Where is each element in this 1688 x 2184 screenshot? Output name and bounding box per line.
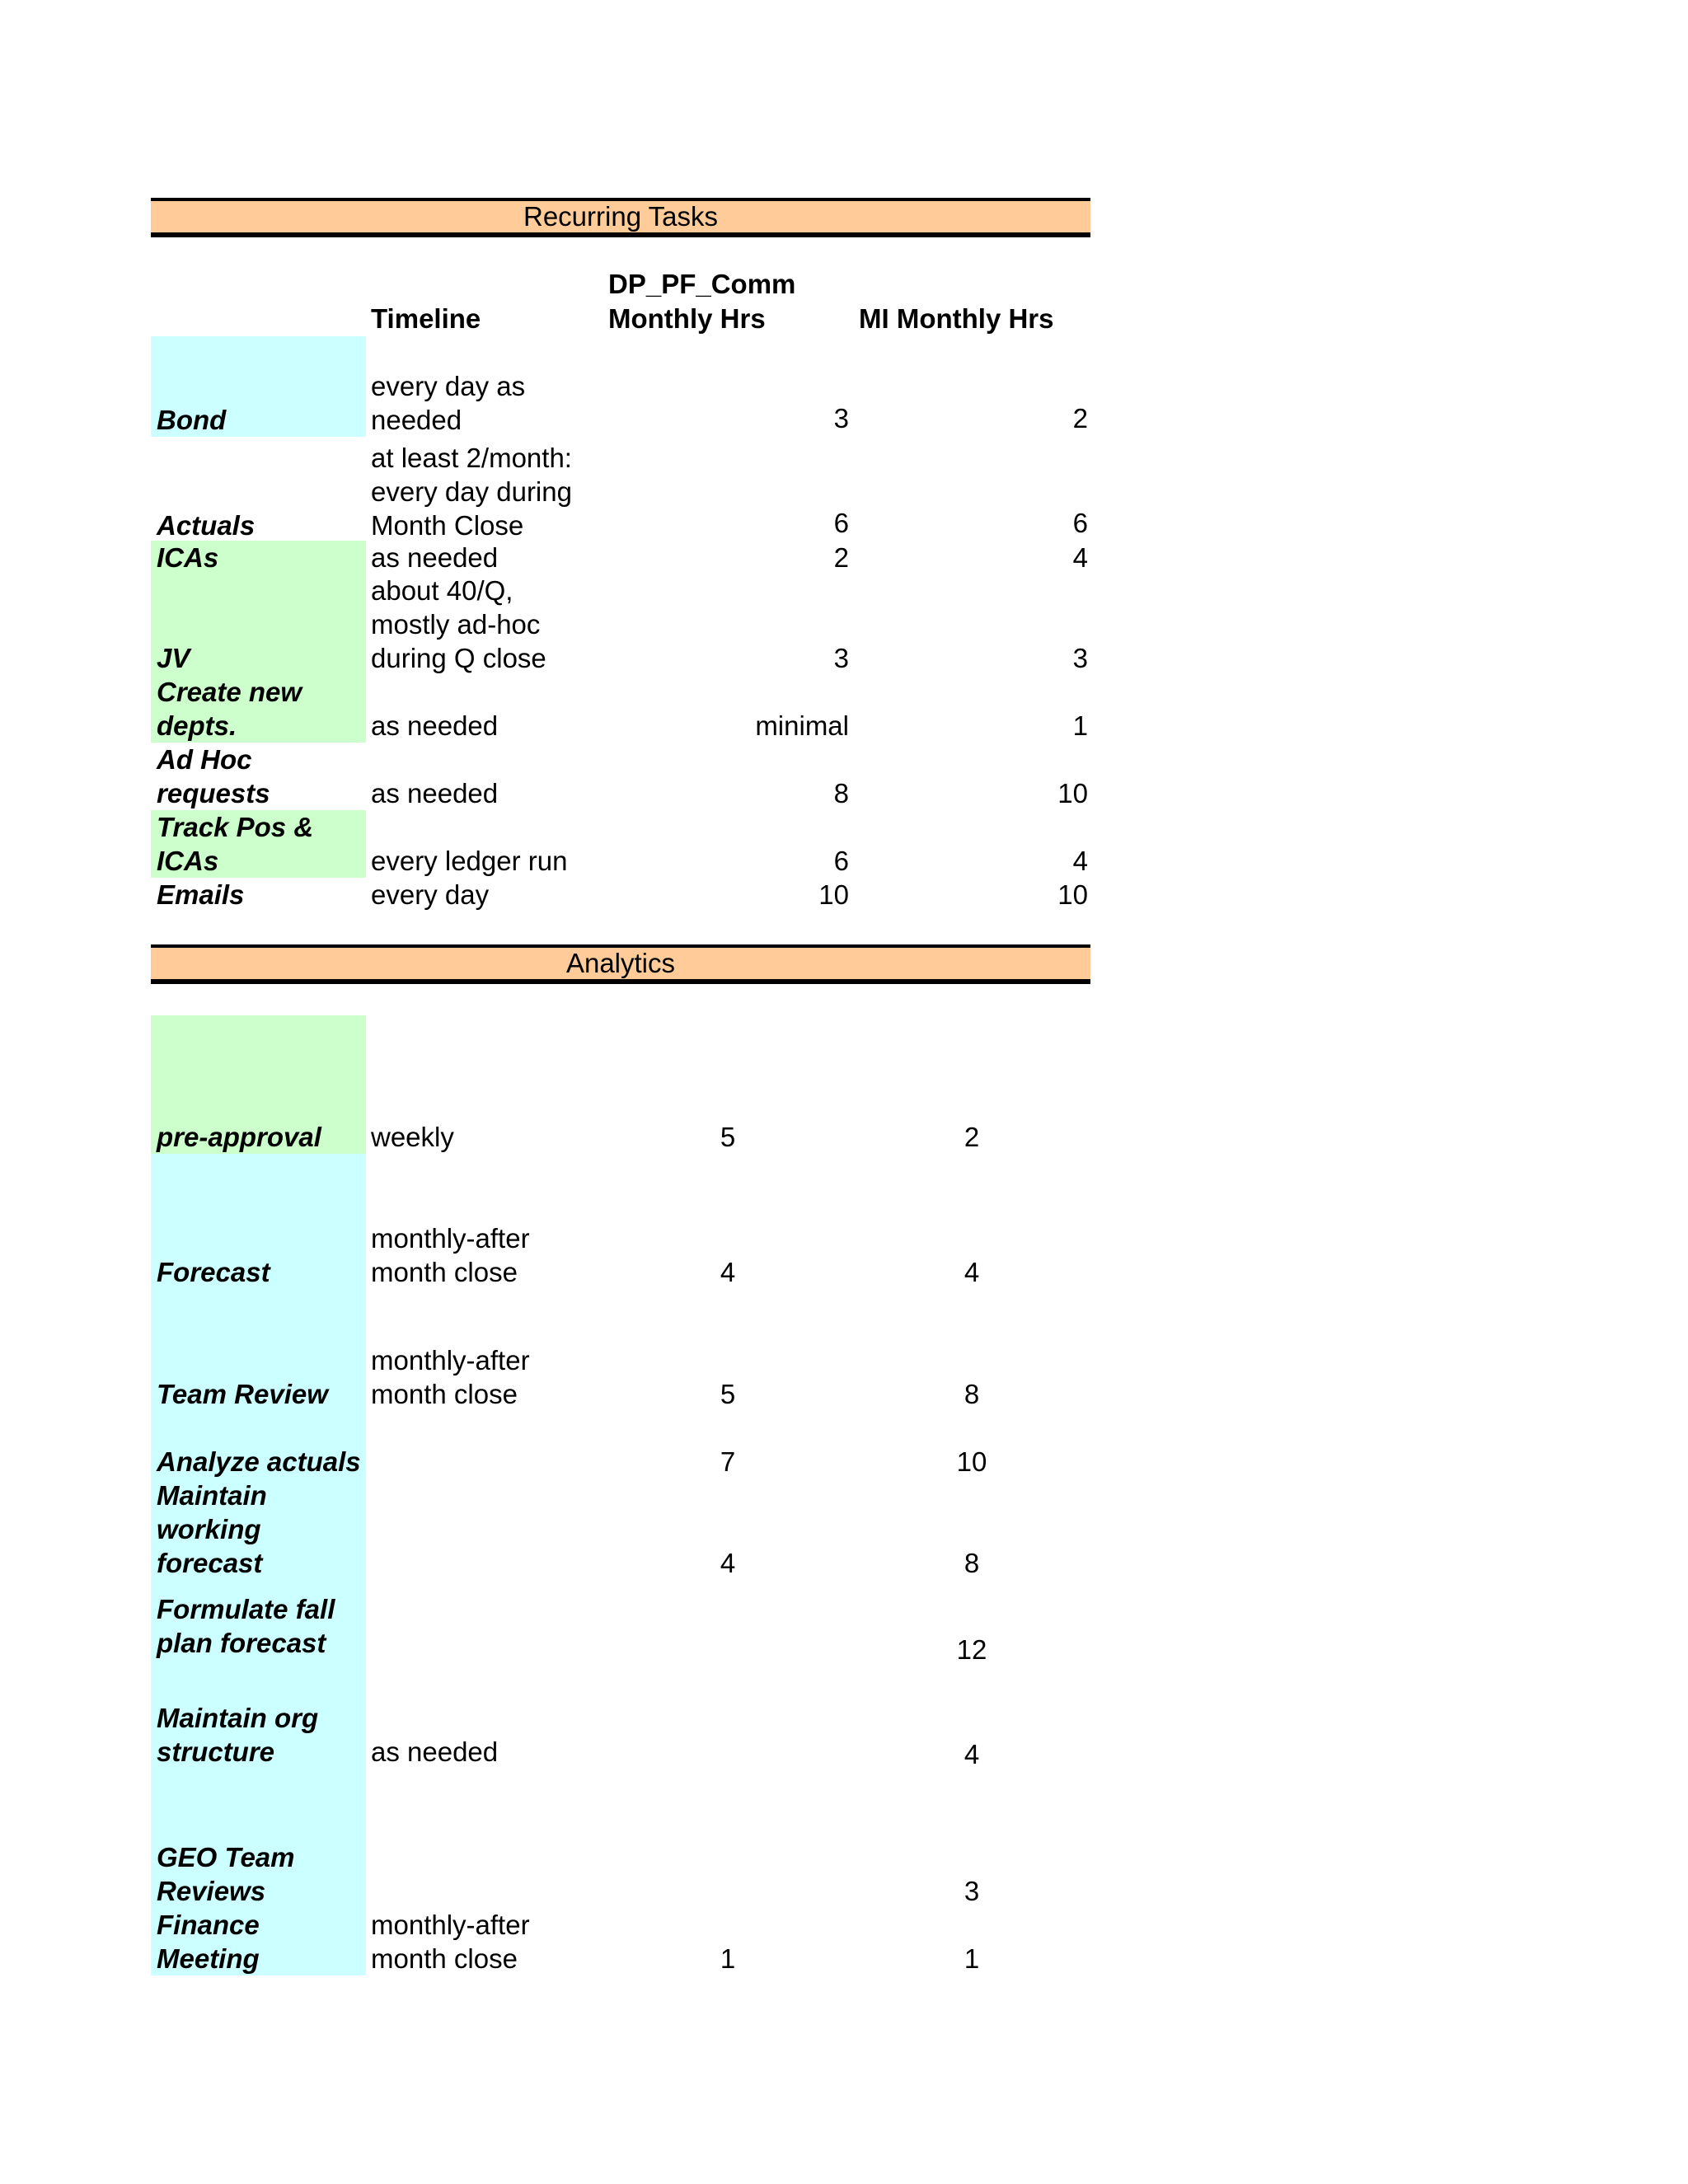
task-label: Analyze actuals (157, 1446, 361, 1477)
dp-hours-cell: 4 (720, 1548, 736, 1578)
analytics-title: Analytics (565, 948, 676, 978)
timeline-cell (371, 1580, 593, 1668)
task-label: Formulate fall plan forecast (157, 1594, 335, 1658)
dp-hours-cell: 10 (818, 879, 849, 910)
timeline-cell: monthly-after month close (371, 1910, 530, 1974)
mi-hours-cell: 4 (1072, 542, 1088, 573)
task-cell (151, 1479, 366, 1580)
task-label: ICAs (157, 542, 219, 573)
task-cell (151, 541, 366, 574)
task-label: JV (157, 643, 190, 673)
mi-hours-cell: 12 (956, 1634, 987, 1665)
recurring-tasks-title: Recurring Tasks (523, 201, 718, 232)
dp-hours-cell: 3 (833, 403, 849, 434)
timeline-cell (371, 1779, 593, 1908)
mi-hours-header: MI Monthly Hrs (859, 303, 1054, 334)
task-label: Ad Hoc requests (157, 744, 270, 808)
task-cell (151, 878, 366, 912)
dp-hours-cell: 7 (720, 1446, 736, 1477)
dp-hours-cell: minimal (755, 710, 849, 741)
task-cell (151, 1668, 366, 1779)
mi-hours-cell: 4 (1072, 846, 1088, 876)
task-cell (151, 1779, 366, 1908)
task-label: Actuals (157, 510, 256, 541)
timeline-header: Timeline (371, 303, 481, 334)
mi-hours-cell: 8 (964, 1379, 980, 1409)
timeline-cell (371, 1411, 593, 1479)
mi-hours-cell: 10 (956, 1446, 987, 1477)
dp-hours-header (608, 267, 795, 336)
task-label: Finance Meeting (157, 1910, 260, 1974)
recurring-tasks-header (151, 198, 1090, 237)
mi-hours-cell: 10 (1057, 879, 1088, 910)
task-cell (151, 1015, 366, 1154)
timeline-cell: about 40/Q, mostly ad-hoc during Q close (371, 575, 546, 673)
task-cell (151, 1908, 366, 1975)
dp-hours-cell: 5 (720, 1379, 736, 1409)
timeline-cell: monthly-after month close (371, 1223, 530, 1287)
task-cell (151, 574, 366, 675)
timeline-cell: at least 2/month: every day during Month Close (371, 443, 572, 541)
task-label: Maintain org structure (157, 1703, 319, 1767)
timeline-cell: as needed (371, 710, 499, 741)
mi-hours-cell: 1 (964, 1943, 980, 1974)
task-cell (151, 743, 366, 810)
task-label: Forecast (157, 1257, 270, 1287)
task-cell (151, 675, 366, 743)
mi-hours-cell: 2 (1072, 403, 1088, 434)
timeline-cell: every day (371, 879, 490, 910)
task-label: GEO Team Reviews (157, 1842, 295, 1906)
mi-hours-cell: 8 (964, 1548, 980, 1578)
timeline-cell: every ledger run (371, 846, 568, 876)
task-label: Emails (157, 879, 245, 910)
dp-hours-cell: 2 (833, 542, 849, 573)
dp-hours-header-line1: DP_PF_Comm (608, 269, 796, 299)
task-label: Bond (157, 405, 227, 435)
timeline-cell: as needed (371, 1736, 499, 1767)
timeline-cell: as needed (371, 778, 499, 808)
task-cell (151, 1154, 366, 1289)
dp-hours-cell: 6 (833, 508, 849, 538)
analytics-header (151, 944, 1090, 984)
task-cell (151, 810, 366, 878)
dp-hours-cell: 6 (833, 846, 849, 876)
task-cell (151, 1289, 366, 1411)
task-label: pre-approval (157, 1122, 321, 1152)
mi-hours-cell: 4 (964, 1257, 980, 1287)
task-cell (151, 336, 366, 437)
dp-hours-cell: 4 (720, 1257, 736, 1287)
timeline-cell: weekly (371, 1122, 454, 1152)
timeline-cell: monthly-after month close (371, 1345, 530, 1409)
mi-hours-cell: 3 (964, 1876, 980, 1906)
mi-hours-cell: 1 (1072, 710, 1088, 741)
dp-hours-cell: 3 (833, 643, 849, 673)
mi-hours-cell: 6 (1072, 508, 1088, 538)
task-label: Team Review (157, 1379, 328, 1409)
task-cell (151, 1580, 366, 1668)
timeline-cell: as needed (371, 542, 499, 573)
timeline-cell (371, 1479, 593, 1580)
mi-hours-cell: 2 (964, 1122, 980, 1152)
dp-hours-header-line2: Monthly Hrs (608, 303, 766, 334)
task-cell (151, 437, 366, 542)
dp-hours-cell: 5 (720, 1122, 736, 1152)
mi-hours-cell: 10 (1057, 778, 1088, 808)
task-label: Maintain working forecast (157, 1480, 267, 1578)
task-label: Create new depts. (157, 677, 302, 741)
mi-hours-cell: 3 (1072, 643, 1088, 673)
dp-hours-cell: 8 (833, 778, 849, 808)
dp-hours-cell: 1 (720, 1943, 736, 1974)
mi-hours-cell: 4 (964, 1739, 980, 1769)
timeline-cell: every day as needed (371, 371, 526, 435)
task-cell (151, 1411, 366, 1479)
task-label: Track Pos & ICAs (157, 812, 314, 876)
